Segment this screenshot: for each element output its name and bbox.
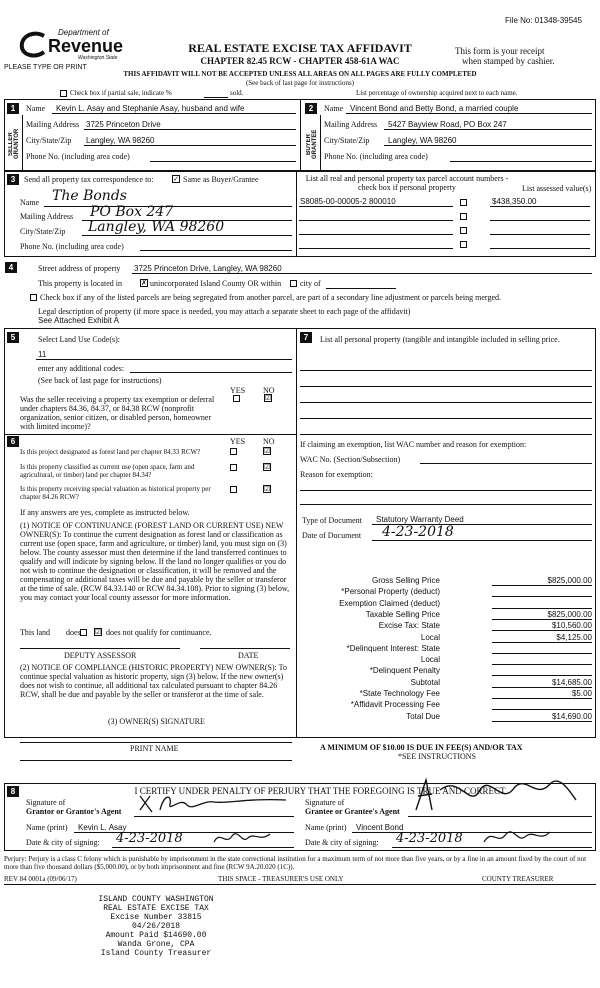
correspondence-phone[interactable]: Phone No. (including area code) bbox=[20, 242, 124, 251]
stamp-line: Island County Treasurer bbox=[100, 949, 212, 958]
seller-phone[interactable]: Phone No. (including area code) bbox=[26, 152, 130, 161]
buyer-address[interactable]: 5427 Bayview Road, PO Box 247 bbox=[388, 120, 507, 129]
sold-label: sold. bbox=[230, 89, 244, 97]
personal-property-checkbox-3[interactable] bbox=[460, 227, 467, 234]
financial-row-label: Local bbox=[420, 655, 440, 664]
same-as-buyer-checkbox[interactable]: ✓ bbox=[173, 175, 179, 183]
forest-no-checkbox[interactable]: ☑ bbox=[264, 447, 271, 455]
financial-row-label: Total Due bbox=[406, 712, 440, 721]
logo-state: Washington State bbox=[78, 55, 118, 61]
personal-property-checkbox-4[interactable] bbox=[460, 241, 467, 248]
segregated-checkbox[interactable] bbox=[30, 294, 37, 301]
logo-dept: Department of bbox=[58, 28, 109, 37]
financial-row-label: *State Technology Fee bbox=[359, 689, 440, 698]
treasurer-use-only: THIS SPACE - TREASURER'S USE ONLY bbox=[218, 875, 344, 883]
grantor-print-name[interactable]: Kevin L. Asay bbox=[78, 823, 127, 832]
ownership-label: List percentage of ownership acquired next to each name. bbox=[356, 89, 518, 97]
warning-text: THIS AFFIDAVIT WILL NOT BE ACCEPTED UNLESS ALL AREAS ON ALL PAGES ARE FULLY COMPLETED bbox=[123, 70, 477, 78]
receipt-note-2: when stamped by cashier. bbox=[462, 56, 555, 66]
financial-row-value[interactable]: $825,000.00 bbox=[547, 610, 592, 619]
document-date[interactable]: 4-23-2018 bbox=[382, 524, 454, 540]
seller-city[interactable]: Langley, WA 98260 bbox=[86, 136, 155, 145]
seller-address[interactable]: 3725 Princeton Drive bbox=[86, 120, 161, 129]
minimum-due-note: A MINIMUM OF $10.00 IS DUE IN FEE(S) AND/OR TAX bbox=[320, 743, 523, 752]
back-instructions: (See back of last page for instructions) bbox=[245, 79, 355, 87]
financial-row-value[interactable]: $4,125.00 bbox=[556, 633, 592, 642]
stamp-line: ISLAND COUNTY WASHINGTON bbox=[98, 895, 214, 904]
stamp-line: Excise Number 33815 bbox=[110, 913, 202, 922]
financial-row-label: Taxable Selling Price bbox=[365, 610, 440, 619]
grantee-print-name[interactable]: Vincent Bond bbox=[356, 823, 404, 832]
financial-row-value[interactable]: $5.00 bbox=[571, 689, 592, 698]
financial-row-label: *Delinquent Interest: State bbox=[346, 644, 440, 653]
stamp-line: Wanda Grone, CPA bbox=[117, 940, 195, 949]
historic-no-checkbox[interactable]: ☑ bbox=[264, 485, 271, 493]
parcel-number[interactable]: S8085-00-00005-2 800010 bbox=[300, 197, 396, 206]
buyer-city[interactable]: Langley, WA 98260 bbox=[388, 136, 457, 145]
financial-row-label: *Personal Property (deduct) bbox=[341, 587, 440, 596]
seller-side-label: SELLER GRANTOR bbox=[8, 128, 20, 160]
exemption-no-checkbox[interactable]: ☑ bbox=[265, 394, 272, 402]
grantee-city-scribble bbox=[482, 826, 552, 848]
financial-row-value[interactable]: $14,690.00 bbox=[551, 712, 592, 721]
city-of-checkbox[interactable] bbox=[290, 280, 297, 287]
receipt-note-1: This form is your receipt bbox=[455, 46, 545, 56]
notice-of-continuance: (1) NOTICE OF CONTINUANCE (FOREST LAND OR CURRENT USE) NEW OWNER(S): To continue the current designation as forest land or classification as current use (open space, farm and agriculture, or timber) land, you must sign on (3) below. The county assessor must then determine if the land transferred continues to qualify and will indicate by signing below. If the land no longer qualifies or you do not wish to continue the designation or classification, it will be removed and the compensating or additional taxes will be due and payable by the seller or transferor at the time of sale. (RCW 84.33.140 or RCW 84.34.108). Prior to signing (3) below, you may contact your local county assessor for more information. bbox=[20, 521, 290, 602]
exemption-yes-checkbox[interactable] bbox=[233, 395, 240, 402]
file-number: File No: 01348-39545 bbox=[505, 16, 582, 25]
seller-name[interactable]: Kevin L. Asay and Stephanie Asay, husband and wife bbox=[56, 104, 245, 113]
assessed-value[interactable]: $438,350.00 bbox=[492, 197, 537, 206]
financial-row-label: Local bbox=[420, 633, 440, 642]
grantee-signing-date[interactable]: 4-23-2018 bbox=[396, 831, 463, 846]
form-revision: REV 84 0001a (09/06/17) bbox=[4, 875, 77, 883]
grantor-signing-date[interactable]: 4-23-2018 bbox=[116, 831, 183, 846]
historic-yes-checkbox[interactable] bbox=[230, 486, 237, 493]
property-street-address[interactable]: 3725 Princeton Drive, Langley, WA 98260 bbox=[134, 264, 282, 273]
county-treasurer-label: COUNTY TREASURER bbox=[482, 875, 554, 883]
notice-of-compliance: (2) NOTICE OF COMPLIANCE (HISTORIC PROPERTY) NEW OWNER(S): To continue special valuation as historic property, sign (3) below. If the new owner(s) does not wish to continue, all additional tax calculated pursuant to chapter 84.26 RCW, shall be due and payable by the seller or transferor at the time of sale. bbox=[20, 663, 287, 699]
please-type: PLEASE TYPE OR PRINT bbox=[4, 64, 87, 71]
document-type[interactable]: Statutory Warranty Deed bbox=[376, 515, 464, 524]
buyer-phone[interactable]: Phone No. (including area code) bbox=[324, 152, 428, 161]
form-title: REAL ESTATE EXCISE TAX AFFIDAVIT bbox=[188, 41, 412, 55]
current-use-yes-checkbox[interactable] bbox=[230, 464, 237, 471]
stamp-line: Amount Paid $14690.00 bbox=[105, 931, 207, 940]
buyer-name[interactable]: Vincent Bond and Betty Bond, a married couple bbox=[350, 104, 519, 113]
buyer-side-label: BUYER GRANTEE bbox=[306, 129, 318, 159]
stamp-line: REAL ESTATE EXCISE TAX bbox=[103, 904, 209, 913]
perjury-note: Perjury: Perjury is a class C felony which is punishable by imprisonment in the state correctional institution for a maximum term of not more than five years, or by a fine in an amount fixed by the court of not more than five thousand dollars ($5,000.00), or by both imprisonment and fine (RCW 9A.20.020 (1C)). bbox=[4, 855, 587, 871]
parcel-header: List all real and personal property tax parcel account numbers - check box if personal property bbox=[305, 174, 509, 192]
grantee-signature[interactable] bbox=[410, 770, 580, 816]
grantor-city-scribble bbox=[212, 828, 272, 848]
financial-row-value[interactable]: $825,000.00 bbox=[547, 576, 592, 585]
financial-row-label: Subtotal bbox=[410, 678, 440, 687]
correspondence-city[interactable]: Langley, WA 98260 bbox=[88, 219, 225, 235]
partial-sale-label: Check box if partial sale, indicate % bbox=[70, 89, 172, 97]
financial-row-label: *Affidavit Processing Fee bbox=[350, 700, 440, 709]
legal-description[interactable]: See Attached Exhibit A bbox=[38, 316, 119, 325]
correspondence-address[interactable]: PO Box 247 bbox=[90, 204, 174, 220]
financial-row-label: Excise Tax: State bbox=[378, 621, 440, 630]
does-not-checkbox[interactable]: ☑ bbox=[95, 628, 102, 636]
personal-property-checkbox-2[interactable] bbox=[460, 213, 467, 220]
personal-property-checkbox-1[interactable] bbox=[460, 199, 467, 206]
certify-statement: I CERTIFY UNDER PENALTY OF PERJURY THAT THE FOREGOING IS TRUE AND CORRECT bbox=[134, 786, 506, 796]
correspondence-name[interactable]: The Bonds bbox=[52, 188, 127, 204]
revenue-swoosh-icon bbox=[18, 30, 48, 60]
treasurer-stamp bbox=[76, 895, 236, 958]
logo-revenue: Revenue bbox=[48, 36, 124, 56]
financial-row-value[interactable]: $10,560.00 bbox=[551, 621, 592, 630]
partial-sale-checkbox[interactable] bbox=[60, 90, 67, 97]
stamp-line: 04/26/2018 bbox=[131, 922, 180, 931]
does-checkbox[interactable] bbox=[80, 629, 87, 636]
financial-row-label: Exemption Claimed (deduct) bbox=[339, 599, 440, 608]
land-use-code[interactable]: 11 bbox=[38, 350, 47, 359]
financial-row-value[interactable]: $14,685.00 bbox=[551, 678, 592, 687]
unincorporated-checkbox[interactable]: ✗ bbox=[141, 279, 147, 287]
current-use-no-checkbox[interactable]: ☑ bbox=[264, 463, 271, 471]
financial-row-label: Gross Selling Price bbox=[371, 576, 440, 585]
assessed-header: List assessed value(s) bbox=[522, 184, 592, 193]
grantor-signature[interactable] bbox=[136, 790, 296, 816]
financial-row-label: *Delinquent Penalty bbox=[369, 666, 440, 675]
forest-yes-checkbox[interactable] bbox=[230, 448, 237, 455]
form-subtitle: CHAPTER 82.45 RCW - CHAPTER 458-61A WAC bbox=[200, 56, 400, 66]
exemption-question: Was the seller receiving a property tax exemption or deferral under chapters 84.36, 84.37, or 84.38 RCW (nonprofit organization, senior citizen, or disabled person, homeowner with limited income)? bbox=[20, 395, 215, 431]
